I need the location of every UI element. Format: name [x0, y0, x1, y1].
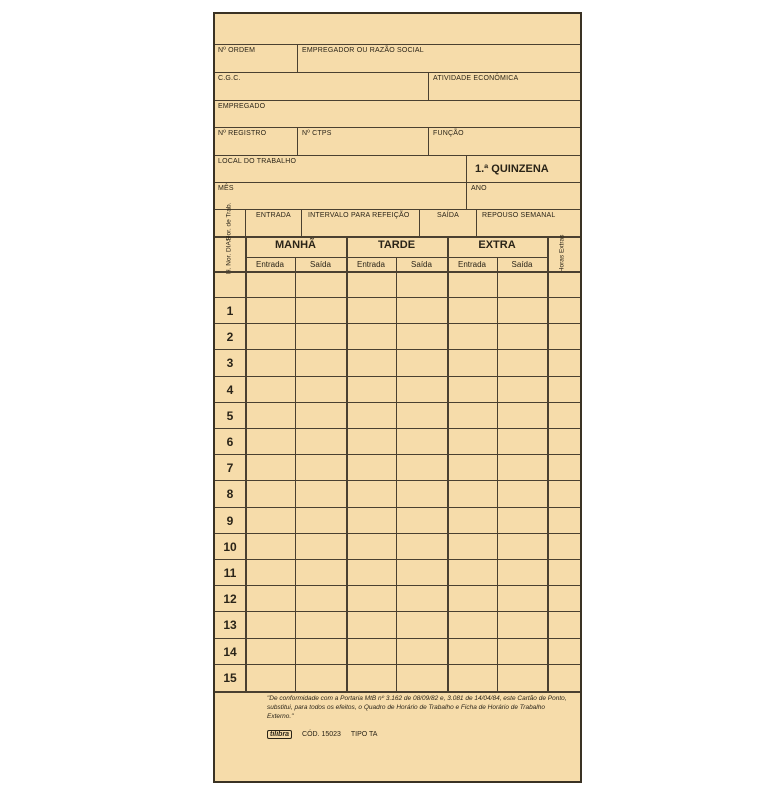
- tarde-saida-label: Saída: [411, 260, 432, 269]
- rule: [215, 100, 580, 101]
- day-number: 15: [223, 670, 237, 685]
- rule: [215, 155, 580, 156]
- rule: [215, 44, 580, 45]
- manha-entrada-label: Entrada: [255, 260, 285, 269]
- repouso-label: REPOUSO SEMANAL: [482, 212, 556, 219]
- rule: [215, 664, 580, 665]
- rule: [245, 236, 247, 691]
- rule: [215, 376, 580, 377]
- rule: [215, 454, 580, 455]
- rule: [497, 257, 498, 691]
- day-number: 4: [226, 382, 234, 397]
- rule: [215, 323, 580, 324]
- product-type: TIPO TA: [350, 731, 378, 738]
- rule: [297, 127, 298, 155]
- rule: [297, 44, 298, 72]
- rule: [215, 559, 580, 560]
- horas-extras-label: Horas Extras: [558, 234, 566, 273]
- day-number: 3: [226, 356, 234, 371]
- rule: [215, 209, 580, 210]
- rule: [301, 209, 302, 236]
- rule: [215, 638, 580, 639]
- n-ctps-label: Nº CTPS: [302, 130, 332, 137]
- time-card: [213, 12, 582, 783]
- extra-saida-label: Saída: [511, 260, 533, 269]
- product-code: CÓD. 15023: [302, 731, 341, 738]
- rule: [215, 72, 580, 73]
- rule: [396, 257, 397, 691]
- rule: [215, 507, 580, 508]
- rule: [447, 236, 449, 691]
- manha-heading: MANHÃ: [275, 239, 316, 251]
- rule: [215, 127, 580, 128]
- empregador-label: EMPREGADOR OU RAZÃO SOCIAL: [302, 47, 424, 54]
- saida-label: SAÍDA: [437, 212, 460, 219]
- day-number: 7: [226, 461, 234, 476]
- funcao-label: FUNÇÃO: [433, 130, 464, 137]
- rule: [215, 533, 580, 534]
- atividade-label: ATIVIDADE ECONÔMICA: [433, 75, 519, 82]
- rule: [215, 480, 580, 481]
- day-number: 10: [223, 539, 237, 554]
- rule: [476, 209, 477, 236]
- entrada-label: ENTRADA: [256, 212, 291, 219]
- cgc-label: C.G.C.: [218, 75, 241, 82]
- hor-trab-label: Hor. de Trab.: [225, 202, 233, 241]
- h-nor-dias-label: H. Nor. DIAS: [225, 236, 233, 275]
- rule: [215, 691, 580, 693]
- local-label: LOCAL DO TRABALHO: [218, 158, 297, 165]
- rule: [466, 155, 467, 209]
- rule: [215, 297, 580, 298]
- day-number: 11: [223, 566, 237, 580]
- day-number: 9: [226, 513, 234, 528]
- n-registro-label: Nº REGISTRO: [218, 130, 267, 137]
- quinzena-title: 1.ª QUINZENA: [475, 163, 549, 175]
- manha-saida-label: Saída: [310, 260, 331, 269]
- rule: [346, 236, 348, 691]
- empregado-label: EMPREGADO: [218, 103, 266, 110]
- rule: [215, 271, 580, 273]
- day-number: 1: [226, 304, 234, 318]
- rule: [295, 257, 296, 691]
- rule: [428, 72, 429, 100]
- ano-label: ANO: [471, 185, 487, 192]
- day-number: 5: [226, 408, 234, 423]
- rule: [215, 428, 580, 429]
- rule: [419, 209, 420, 236]
- extra-heading: EXTRA: [478, 239, 516, 251]
- tarde-heading: TARDE: [377, 239, 416, 251]
- day-number: 13: [223, 618, 237, 633]
- rule: [215, 611, 580, 612]
- mes-label: MÊS: [218, 185, 234, 192]
- rule: [215, 349, 580, 350]
- extra-entrada-label: Entrada: [457, 260, 487, 269]
- rule: [245, 209, 246, 236]
- tarde-entrada-label: Entrada: [356, 260, 386, 269]
- rule: [547, 236, 549, 691]
- rule: [428, 127, 429, 155]
- rule: [215, 585, 580, 586]
- intervalo-label: INTERVALO PARA REFEIÇÃO: [308, 212, 410, 219]
- legal-note: "De conformidade com a Portaria MtB nº 3.162 de 08/09/82 e, 3.081 de 14/04/84, este Cartão de Ponto, substitui, para todos os efeitos, o Quadro de Horário de Trabalho e Ficha de Horário de Trabalho Externo.": [267, 695, 567, 720]
- day-number: 6: [226, 435, 234, 449]
- rule: [215, 236, 580, 238]
- rule: [215, 182, 580, 183]
- n-ordem-label: Nº ORDEM: [218, 47, 256, 54]
- day-number: 12: [223, 592, 237, 607]
- rule: [215, 402, 580, 403]
- tilibra-logo: tilibra: [267, 730, 292, 739]
- code-line: [267, 730, 377, 739]
- day-number: 14: [223, 644, 237, 659]
- day-number: 8: [226, 487, 234, 502]
- day-number: 2: [226, 330, 234, 345]
